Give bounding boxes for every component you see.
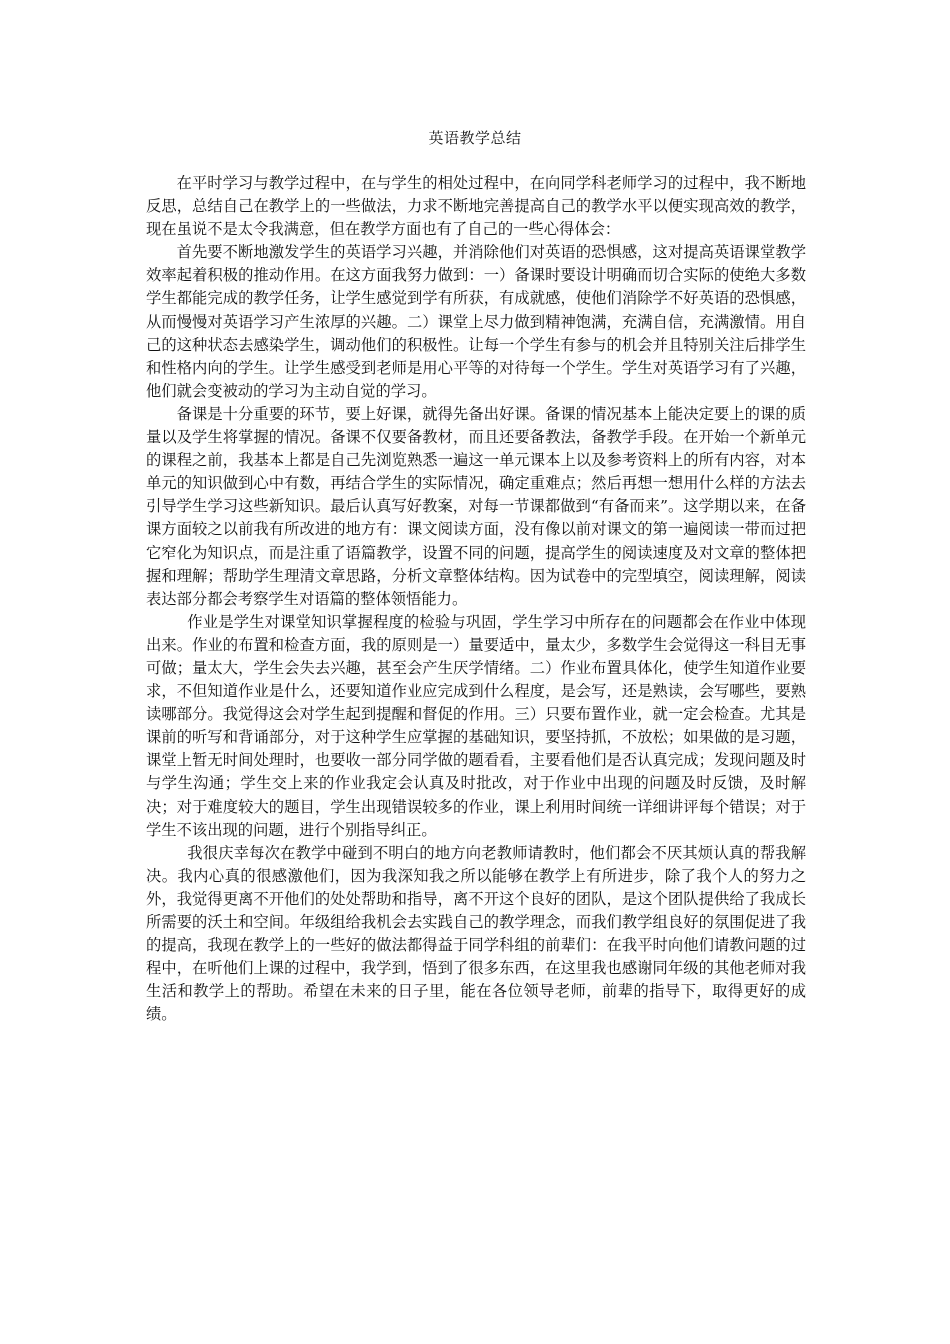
paragraph-lesson-prep: 备课是十分重要的环节，要上好课，就得先备出好课。备课的情况基本上能决定要上的课的质量以及学生将掌握的情况。备课不仅要备教材，而且还要备教法，备教学手段。在开始一个新单元的课程之前，我基本上都是自己先浏览熟悉一遍这一单元课本上以及参考资料上的所有内容，对本单元的知识做到心中有数，再结合学生的实际情况，确定重难点；然后再想一想用什么样的方法去引导学生学习这些新知识。最后认真写好教案，对每一节课都做到“有备而来”。这学期以来，在备课方面较之以前我有所改进的地方有：课文阅读方面，没有像以前对课文的第一遍阅读一带而过把它窄化为知识点，而是注重了语篇教学，设置不同的问题，提高学生的阅读速度及对文章的整体把握和理解；帮助学生理清文章思路，分析文章整体结构。因为试卷中的完型填空，阅读理解，阅读表达部分都会考察学生对语篇的整体领悟能力。 (146, 404, 806, 608)
paragraph-gratitude: 我很庆幸每次在教学中碰到不明白的地方向老教师请教时，他们都会不厌其烦认真的帮我解决。我内心真的很感激他们，因为我深知我之所以能够在教学上有所进步，除了我个人的努力之外，我觉得更离不开他们的处处帮助和指导，离不开这个良好的团队，是这个团队提供给了我成长所需要的沃土和空间。年级组给我机会去实践自己的教学理念，而我们教学组良好的氛围促进了我的提高，我现在教学上的一些好的做法都得益于同学科组的前辈们：在我平时向他们请教问题的过程中，在听他们上课的过程中，我学到，悟到了很多东西，在这里我也感谢同年级的其他老师对我生活和教学上的帮助。希望在未来的日子里，能在各位领导老师，前辈的指导下，取得更好的成绩。 (146, 843, 806, 1024)
document-body (146, 172, 806, 1026)
document-title: 英语教学总结 (428, 129, 522, 147)
paragraph-intro: 在平时学习与教学过程中，在与学生的相处过程中，在向同学科老师学习的过程中，我不断地反思，总结自己在教学上的一些做法，力求不断地完善提高自己的教学水平以便实现高效的教学，现在虽说不是太令我满意，但在教学方面也有了自己的一些心得体会： (146, 174, 806, 239)
paragraph-interest: 首先要不断地激发学生的英语学习兴趣，并消除他们对英语的恐惧感，这对提高英语课堂教学效率起着积极的推动作用。在这方面我努力做到：一）备课时要设计明确而切合实际的使绝大多数学生都能完成的教学任务，让学生感觉到学有所获，有成就感，使他们消除学不好英语的恐惧感，从而慢慢对英语学习产生浓厚的兴趣。二）课堂上尽力做到精神饱满，充满自信，充满激情。用自己的这种状态去感染学生，调动他们的积极性。让每一个学生有参与的机会并且特别关注后排学生和性格内向的学生。让学生感受到老师是用心平等的对待每一个学生。学生对英语学习有了兴趣，他们就会变被动的学习为主动自觉的学习。 (146, 243, 806, 400)
paragraph-homework: 作业是学生对课堂知识掌握程度的检验与巩固，学生学习中所存在的问题都会在作业中体现出来。作业的布置和检查方面，我的原则是一）量要适中，量太少，多数学生会觉得这一科目无事可做；量太大，学生会失去兴趣，甚至会产生厌学情绪。二）作业布置具体化，使学生知道作业要求，不但知道作业是什么，还要知道作业应完成到什么程度，是会写，还是熟读，会写哪些，要熟读哪部分。我觉得这会对学生起到提醒和督促的作用。三）只要布置作业，就一定会检查。尤其是课前的听写和背诵部分，对于这种学生应掌握的基础知识，要坚持抓，不放松；如果做的是习题，课堂上暂无时间处理时，也要收一部分同学做的题看看，主要看他们是否认真完成；发现问题及时与学生沟通；学生交上来的作业我定会认真及时批改，对于作业中出现的问题及时反馈，及时解决；对于难度较大的题目，学生出现错误较多的作业，课上利用时间统一详细讲评每个错误；对于学生不该出现的问题，进行个别指导纠正。 (146, 612, 806, 839)
